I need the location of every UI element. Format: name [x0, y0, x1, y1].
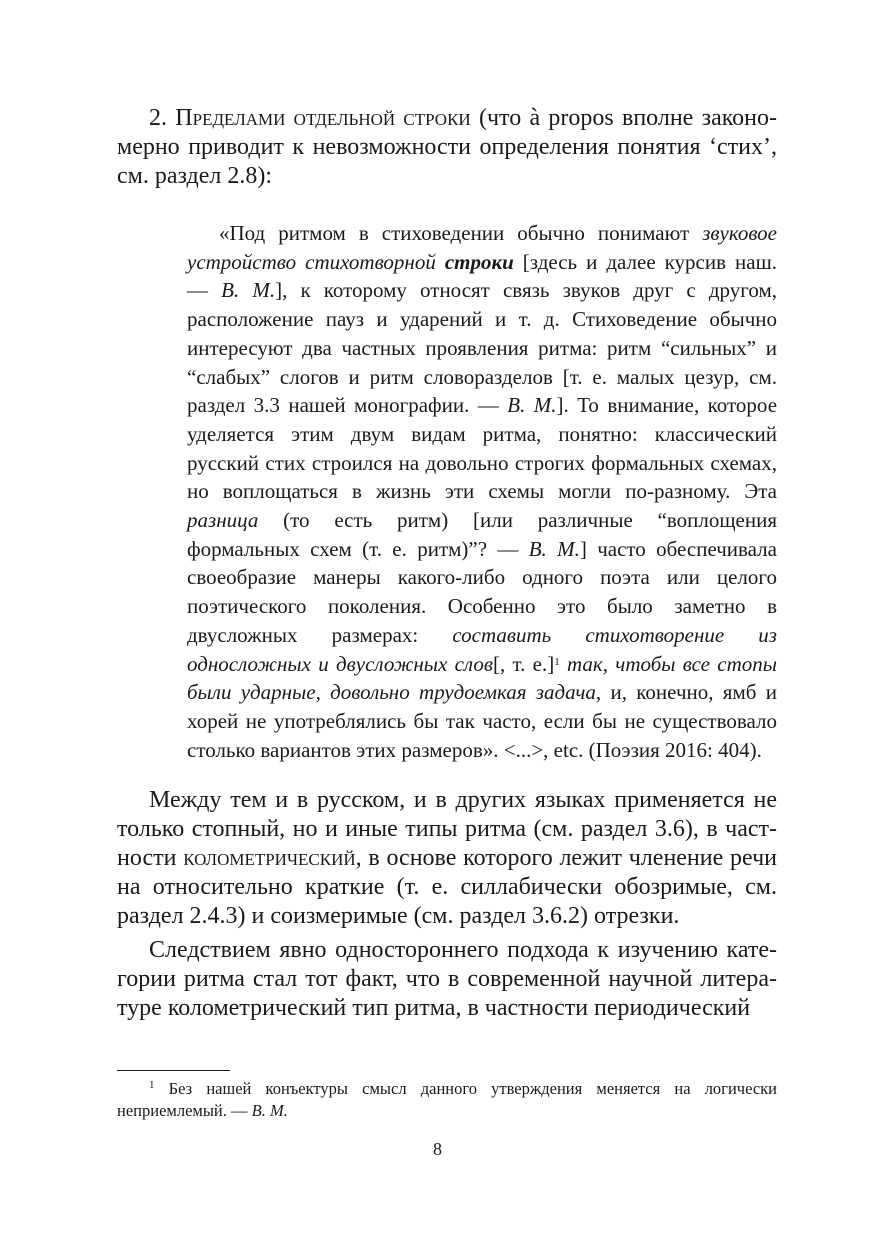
quote-editor-mark-1: В. М. [221, 278, 276, 303]
quote-text-6: [, т. е.] [492, 651, 555, 676]
paragraph-3: Следствием явно одностороннего подхода к изучению категории ритма стал тот факт, что в современной научной литературе колометрический тип ритма, в частности периодический [117, 937, 777, 1022]
footnote [117, 1078, 777, 1122]
footnote-marker: 1 [149, 1079, 155, 1091]
paragraph-1-text: (что à propos вполне закономерно приводит к невозможности определения понятия ‘стих’, см. раздел 2.8): [117, 105, 778, 189]
page-body [117, 104, 777, 1023]
quote-italic-1: звуковое устройство стихотворной [187, 221, 777, 274]
quote-text-1: [здесь и далее курсив наш. — [187, 249, 778, 303]
quote-text-3: ]. То внимание, которое уделяется этим двум видам ритма, понятно: классический русский стих строился на довольно строгих формальных схемах, но воплощаться в жизнь эти схемы могли по-разному. Эта [187, 393, 778, 504]
paragraph-1 [117, 104, 777, 191]
paragraph-1-small-caps: Пределами отдельной строки [175, 105, 471, 131]
footnote-text: Без нашей конъектуры смысл данного утверждения меняется на логически неприемлемый. — [117, 1079, 777, 1120]
quote-text-5: ] часто обеспечивала своеобразие манеры какого-либо одного поэта или целого поэтического поколения. Особенно это было заметно в двусложных размерах: [187, 536, 777, 647]
paragraph-2-small-caps: колометрический [183, 845, 356, 872]
quote-text-2: ], к которому относят связь звуков друг с другом, расположение пауз и ударений и т. д. Стиховедение обычно интересуют два частных проявления ритма: ритм “сильных” и “слабых” слогов и ритм словоразделов [т. е. малых цезур, см. раздел 3.3 нашей монографии. — [187, 278, 777, 418]
quote-italic-3: составить стихотворение из односложных и двусложных слов [187, 622, 777, 676]
paragraph-1-number: 2. [149, 105, 167, 131]
page-number: 8 [433, 1139, 442, 1159]
quote-editor-mark-3: В. М. [528, 536, 580, 561]
quote-text-4: (то есть ритм) [или различные “воплощения формальных схем (т. е. ритм)”? — [187, 508, 777, 561]
footnote-reference[interactable]: 1 [554, 655, 560, 668]
quote-italic-2: разница [187, 508, 259, 533]
footnote-editor: В. М. [251, 1101, 288, 1120]
quote-bold-italic: строки [444, 249, 514, 274]
block-quote [187, 219, 777, 764]
quote-editor-mark-2: В. М. [507, 393, 557, 418]
paragraph-2-text-2: , в основе которого лежит членение речи на относительно краткие (т. е. силлабически обозримые, см. раздел 2.4.3) и соизмеримые (см. раздел 3.6.2) отрезки. [117, 845, 777, 930]
paragraph-2 [117, 786, 777, 931]
quote-text-7: , и, конечно, ямб и хорей не употреблялись бы так часто, если бы не существовало столько вариантов этих размеров». <...>, etc. (Поэзия 2016: 404). [187, 680, 777, 762]
quote-text-open: «Под ритмом в стиховедении обычно понимают [219, 221, 703, 245]
footnote-separator [117, 1070, 230, 1071]
quote-italic-4: так, чтобы все стопы были ударные, довольно трудоемкая задача [187, 651, 777, 705]
paragraph-2-text-1: Между тем и в русском, и в других языках применяется не только стопный, но и иные типы ритма (см. раздел 3.6), в частности [117, 787, 777, 872]
